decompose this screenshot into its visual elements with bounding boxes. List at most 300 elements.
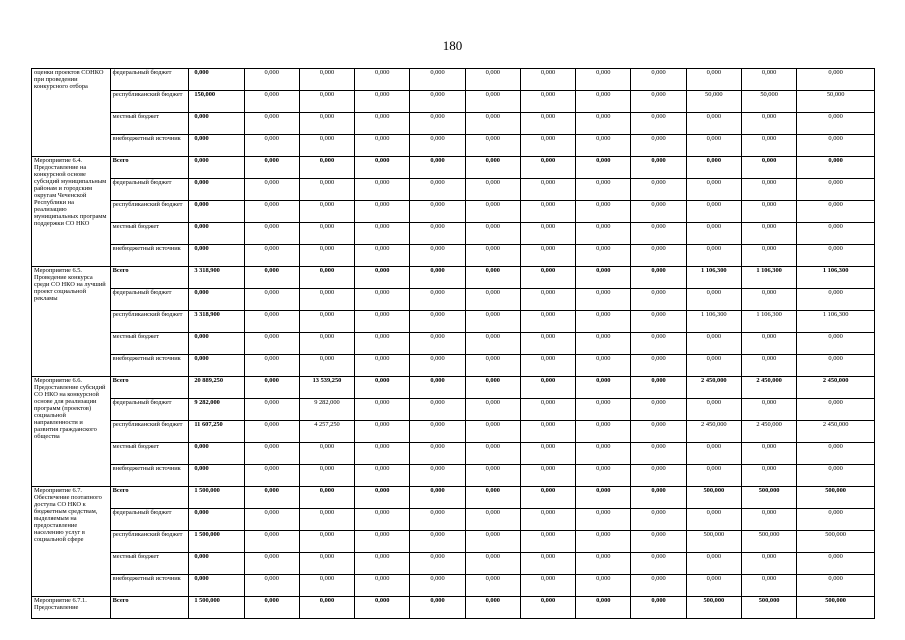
amount-cell: 500,000 bbox=[741, 487, 796, 509]
amount-cell: 0,000 bbox=[631, 377, 686, 399]
amount-cell: 0,000 bbox=[631, 157, 686, 179]
event-cell: Мероприятие 6.7.1. Предоставление bbox=[32, 597, 111, 619]
amount-cell: 0,000 bbox=[631, 245, 686, 267]
amount-cell: 4 257,250 bbox=[299, 421, 354, 443]
amount-cell: 0,000 bbox=[520, 113, 575, 135]
amount-cell: 0,000 bbox=[189, 355, 244, 377]
amount-cell: 0,000 bbox=[355, 575, 410, 597]
amount-cell: 3 318,900 bbox=[189, 267, 244, 289]
amount-cell: 0,000 bbox=[465, 245, 520, 267]
amount-cell: 0,000 bbox=[576, 113, 631, 135]
amount-cell: 0,000 bbox=[299, 289, 354, 311]
amount-cell: 0,000 bbox=[576, 267, 631, 289]
amount-cell: 0,000 bbox=[520, 531, 575, 553]
amount-cell: 0,000 bbox=[465, 267, 520, 289]
source-row bbox=[32, 531, 875, 553]
amount-cell: 0,000 bbox=[520, 223, 575, 245]
amount-cell: 0,000 bbox=[520, 135, 575, 157]
amount-cell: 0,000 bbox=[576, 465, 631, 487]
amount-cell: 0,000 bbox=[355, 201, 410, 223]
amount-cell: 0,000 bbox=[631, 91, 686, 113]
amount-cell: 0,000 bbox=[244, 487, 299, 509]
amount-cell: 0,000 bbox=[631, 531, 686, 553]
amount-cell: 0,000 bbox=[355, 509, 410, 531]
amount-cell: 0,000 bbox=[741, 157, 796, 179]
amount-cell: 3 318,900 bbox=[189, 311, 244, 333]
amount-cell: 0,000 bbox=[576, 399, 631, 421]
amount-cell: 0,000 bbox=[686, 355, 741, 377]
amount-cell: 0,000 bbox=[299, 443, 354, 465]
amount-cell: 0,000 bbox=[355, 377, 410, 399]
amount-cell: 0,000 bbox=[299, 223, 354, 245]
amount-cell: 0,000 bbox=[797, 355, 875, 377]
funding-source-label: федеральный бюджет bbox=[110, 179, 189, 201]
amount-cell: 500,000 bbox=[797, 531, 875, 553]
amount-cell: 50,000 bbox=[741, 91, 796, 113]
amount-cell: 150,000 bbox=[189, 91, 244, 113]
amount-cell: 0,000 bbox=[631, 597, 686, 619]
amount-cell: 0,000 bbox=[631, 509, 686, 531]
amount-cell: 0,000 bbox=[686, 113, 741, 135]
amount-cell: 0,000 bbox=[299, 487, 354, 509]
amount-cell: 0,000 bbox=[631, 465, 686, 487]
amount-cell: 0,000 bbox=[520, 201, 575, 223]
amount-cell: 0,000 bbox=[797, 223, 875, 245]
amount-cell: 0,000 bbox=[410, 575, 465, 597]
amount-cell: 0,000 bbox=[410, 201, 465, 223]
amount-cell: 0,000 bbox=[465, 223, 520, 245]
amount-cell: 0,000 bbox=[576, 487, 631, 509]
amount-cell: 0,000 bbox=[189, 333, 244, 355]
amount-cell: 0,000 bbox=[686, 179, 741, 201]
amount-cell: 0,000 bbox=[686, 223, 741, 245]
amount-cell: 0,000 bbox=[299, 179, 354, 201]
funding-source-label: местный бюджет bbox=[110, 553, 189, 575]
amount-cell: 0,000 bbox=[741, 179, 796, 201]
amount-cell: 0,000 bbox=[189, 157, 244, 179]
total-label: Всего bbox=[110, 267, 189, 289]
amount-cell: 0,000 bbox=[631, 135, 686, 157]
amount-cell: 0,000 bbox=[355, 465, 410, 487]
source-row bbox=[32, 135, 875, 157]
amount-cell: 0,000 bbox=[355, 421, 410, 443]
total-row bbox=[32, 597, 875, 619]
source-row bbox=[32, 465, 875, 487]
amount-cell: 0,000 bbox=[520, 509, 575, 531]
amount-cell: 0,000 bbox=[631, 355, 686, 377]
amount-cell: 0,000 bbox=[465, 289, 520, 311]
amount-cell: 0,000 bbox=[631, 201, 686, 223]
amount-cell: 0,000 bbox=[244, 465, 299, 487]
amount-cell: 0,000 bbox=[576, 245, 631, 267]
amount-cell: 0,000 bbox=[410, 421, 465, 443]
amount-cell: 2 450,000 bbox=[741, 377, 796, 399]
amount-cell: 0,000 bbox=[355, 135, 410, 157]
amount-cell: 0,000 bbox=[189, 201, 244, 223]
amount-cell: 0,000 bbox=[741, 201, 796, 223]
amount-cell: 0,000 bbox=[576, 201, 631, 223]
amount-cell: 0,000 bbox=[520, 553, 575, 575]
funding-source-label: местный бюджет bbox=[110, 443, 189, 465]
total-row bbox=[32, 267, 875, 289]
amount-cell: 0,000 bbox=[520, 421, 575, 443]
amount-cell: 0,000 bbox=[410, 179, 465, 201]
amount-cell: 0,000 bbox=[686, 553, 741, 575]
amount-cell: 2 450,000 bbox=[797, 377, 875, 399]
funding-source-label: внебюджетный источник bbox=[110, 245, 189, 267]
amount-cell: 2 450,000 bbox=[686, 377, 741, 399]
amount-cell: 0,000 bbox=[520, 487, 575, 509]
total-row bbox=[32, 377, 875, 399]
amount-cell: 0,000 bbox=[299, 597, 354, 619]
event-cell: Мероприятие 6.7. Обеспечение поэтапного доступа СО НКО к бюджетным средствам, выделяемым на предоставление населению услуг в социальной сфере bbox=[32, 487, 111, 597]
amount-cell: 0,000 bbox=[465, 443, 520, 465]
amount-cell: 9 282,000 bbox=[299, 399, 354, 421]
amount-cell: 0,000 bbox=[299, 113, 354, 135]
amount-cell: 0,000 bbox=[741, 135, 796, 157]
amount-cell: 0,000 bbox=[465, 311, 520, 333]
amount-cell: 1 106,300 bbox=[797, 311, 875, 333]
amount-cell: 0,000 bbox=[686, 509, 741, 531]
amount-cell: 2 450,000 bbox=[741, 421, 796, 443]
amount-cell: 0,000 bbox=[686, 575, 741, 597]
amount-cell: 0,000 bbox=[520, 69, 575, 91]
amount-cell: 500,000 bbox=[797, 597, 875, 619]
amount-cell: 0,000 bbox=[244, 509, 299, 531]
total-label: Всего bbox=[110, 157, 189, 179]
amount-cell: 0,000 bbox=[410, 69, 465, 91]
amount-cell: 0,000 bbox=[576, 421, 631, 443]
amount-cell: 0,000 bbox=[520, 377, 575, 399]
amount-cell: 0,000 bbox=[576, 509, 631, 531]
amount-cell: 0,000 bbox=[520, 311, 575, 333]
amount-cell: 0,000 bbox=[520, 465, 575, 487]
amount-cell: 0,000 bbox=[741, 223, 796, 245]
amount-cell: 0,000 bbox=[686, 201, 741, 223]
amount-cell: 0,000 bbox=[299, 201, 354, 223]
amount-cell: 0,000 bbox=[299, 465, 354, 487]
amount-cell: 0,000 bbox=[410, 333, 465, 355]
amount-cell: 0,000 bbox=[465, 597, 520, 619]
amount-cell: 0,000 bbox=[410, 113, 465, 135]
source-row bbox=[32, 69, 875, 91]
amount-cell: 1 500,000 bbox=[189, 487, 244, 509]
amount-cell: 0,000 bbox=[520, 355, 575, 377]
amount-cell: 0,000 bbox=[410, 157, 465, 179]
amount-cell: 0,000 bbox=[355, 311, 410, 333]
amount-cell: 0,000 bbox=[410, 443, 465, 465]
amount-cell: 0,000 bbox=[355, 223, 410, 245]
amount-cell: 0,000 bbox=[244, 421, 299, 443]
amount-cell: 0,000 bbox=[797, 179, 875, 201]
amount-cell: 0,000 bbox=[410, 597, 465, 619]
amount-cell: 0,000 bbox=[576, 597, 631, 619]
funding-source-label: федеральный бюджет bbox=[110, 289, 189, 311]
amount-cell: 0,000 bbox=[299, 267, 354, 289]
amount-cell: 0,000 bbox=[244, 355, 299, 377]
funding-source-label: местный бюджет bbox=[110, 113, 189, 135]
amount-cell: 0,000 bbox=[465, 553, 520, 575]
amount-cell: 9 282,000 bbox=[189, 399, 244, 421]
amount-cell: 0,000 bbox=[244, 157, 299, 179]
amount-cell: 0,000 bbox=[244, 245, 299, 267]
amount-cell: 500,000 bbox=[797, 487, 875, 509]
amount-cell: 0,000 bbox=[355, 487, 410, 509]
source-row bbox=[32, 289, 875, 311]
amount-cell: 0,000 bbox=[576, 69, 631, 91]
amount-cell: 0,000 bbox=[355, 113, 410, 135]
source-row bbox=[32, 113, 875, 135]
amount-cell: 0,000 bbox=[189, 135, 244, 157]
amount-cell: 0,000 bbox=[189, 509, 244, 531]
amount-cell: 0,000 bbox=[797, 575, 875, 597]
amount-cell: 0,000 bbox=[797, 201, 875, 223]
amount-cell: 500,000 bbox=[686, 531, 741, 553]
amount-cell: 0,000 bbox=[741, 113, 796, 135]
amount-cell: 0,000 bbox=[797, 289, 875, 311]
amount-cell: 0,000 bbox=[576, 179, 631, 201]
funding-source-label: федеральный бюджет bbox=[110, 509, 189, 531]
amount-cell: 50,000 bbox=[797, 91, 875, 113]
amount-cell: 0,000 bbox=[244, 113, 299, 135]
amount-cell: 0,000 bbox=[244, 575, 299, 597]
funding-source-label: федеральный бюджет bbox=[110, 399, 189, 421]
amount-cell: 0,000 bbox=[299, 531, 354, 553]
amount-cell: 0,000 bbox=[244, 531, 299, 553]
amount-cell: 0,000 bbox=[189, 113, 244, 135]
page-number: 180 bbox=[442, 38, 463, 53]
amount-cell: 0,000 bbox=[576, 91, 631, 113]
total-label: Всего bbox=[110, 377, 189, 399]
source-row bbox=[32, 179, 875, 201]
amount-cell: 0,000 bbox=[299, 135, 354, 157]
amount-cell: 0,000 bbox=[576, 531, 631, 553]
amount-cell: 0,000 bbox=[465, 135, 520, 157]
amount-cell: 0,000 bbox=[631, 289, 686, 311]
amount-cell: 0,000 bbox=[576, 157, 631, 179]
source-row bbox=[32, 553, 875, 575]
amount-cell: 0,000 bbox=[410, 311, 465, 333]
amount-cell: 0,000 bbox=[299, 333, 354, 355]
amount-cell: 0,000 bbox=[797, 553, 875, 575]
amount-cell: 0,000 bbox=[631, 223, 686, 245]
funding-source-label: местный бюджет bbox=[110, 223, 189, 245]
amount-cell: 0,000 bbox=[465, 69, 520, 91]
amount-cell: 0,000 bbox=[797, 333, 875, 355]
amount-cell: 0,000 bbox=[797, 113, 875, 135]
amount-cell: 0,000 bbox=[244, 267, 299, 289]
amount-cell: 500,000 bbox=[741, 531, 796, 553]
amount-cell: 0,000 bbox=[355, 267, 410, 289]
funding-source-label: внебюджетный источник bbox=[110, 575, 189, 597]
amount-cell: 0,000 bbox=[741, 575, 796, 597]
amount-cell: 0,000 bbox=[686, 443, 741, 465]
amount-cell: 2 450,000 bbox=[797, 421, 875, 443]
source-row bbox=[32, 575, 875, 597]
amount-cell: 0,000 bbox=[576, 355, 631, 377]
amount-cell: 0,000 bbox=[797, 509, 875, 531]
amount-cell: 0,000 bbox=[410, 465, 465, 487]
amount-cell: 0,000 bbox=[410, 399, 465, 421]
amount-cell: 0,000 bbox=[189, 179, 244, 201]
funding-source-label: республиканский бюджет bbox=[110, 201, 189, 223]
amount-cell: 0,000 bbox=[465, 575, 520, 597]
amount-cell: 0,000 bbox=[299, 91, 354, 113]
amount-cell: 0,000 bbox=[520, 443, 575, 465]
amount-cell: 0,000 bbox=[576, 333, 631, 355]
amount-cell: 0,000 bbox=[465, 421, 520, 443]
amount-cell: 0,000 bbox=[465, 201, 520, 223]
funding-source-label: республиканский бюджет bbox=[110, 531, 189, 553]
amount-cell: 0,000 bbox=[686, 399, 741, 421]
event-cell: оценки проектов СОНКО при проведении конкурсного отбора bbox=[32, 69, 111, 157]
amount-cell: 0,000 bbox=[410, 223, 465, 245]
amount-cell: 0,000 bbox=[631, 113, 686, 135]
amount-cell: 1 106,300 bbox=[741, 311, 796, 333]
amount-cell: 0,000 bbox=[797, 443, 875, 465]
source-row bbox=[32, 91, 875, 113]
amount-cell: 0,000 bbox=[410, 553, 465, 575]
amount-cell: 0,000 bbox=[189, 443, 244, 465]
amount-cell: 0,000 bbox=[576, 443, 631, 465]
amount-cell: 0,000 bbox=[244, 69, 299, 91]
amount-cell: 0,000 bbox=[465, 179, 520, 201]
amount-cell: 0,000 bbox=[576, 223, 631, 245]
amount-cell: 0,000 bbox=[520, 399, 575, 421]
amount-cell: 0,000 bbox=[576, 135, 631, 157]
amount-cell: 500,000 bbox=[686, 487, 741, 509]
amount-cell: 0,000 bbox=[686, 245, 741, 267]
source-row bbox=[32, 201, 875, 223]
event-cell: Мероприятие 6.4. Предоставление на конкурсной основе субсидий муниципальным районам и городским округам Чеченской Республики на реализацию муниципальных программ поддержки СО НКО bbox=[32, 157, 111, 267]
amount-cell: 0,000 bbox=[410, 509, 465, 531]
total-label: Всего bbox=[110, 597, 189, 619]
amount-cell: 0,000 bbox=[631, 267, 686, 289]
amount-cell: 0,000 bbox=[410, 289, 465, 311]
amount-cell: 0,000 bbox=[686, 289, 741, 311]
funding-source-label: внебюджетный источник bbox=[110, 135, 189, 157]
amount-cell: 0,000 bbox=[741, 289, 796, 311]
amount-cell: 0,000 bbox=[299, 69, 354, 91]
amount-cell: 0,000 bbox=[741, 69, 796, 91]
amount-cell: 0,000 bbox=[299, 355, 354, 377]
amount-cell: 1 106,300 bbox=[797, 267, 875, 289]
amount-cell: 0,000 bbox=[244, 553, 299, 575]
total-row bbox=[32, 157, 875, 179]
amount-cell: 0,000 bbox=[631, 487, 686, 509]
funding-source-label: федеральный бюджет bbox=[110, 69, 189, 91]
amount-cell: 0,000 bbox=[576, 575, 631, 597]
amount-cell: 0,000 bbox=[520, 597, 575, 619]
amount-cell: 0,000 bbox=[741, 355, 796, 377]
amount-cell: 1 500,000 bbox=[189, 597, 244, 619]
amount-cell: 0,000 bbox=[576, 377, 631, 399]
amount-cell: 0,000 bbox=[299, 509, 354, 531]
amount-cell: 0,000 bbox=[189, 69, 244, 91]
amount-cell: 2 450,000 bbox=[686, 421, 741, 443]
amount-cell: 0,000 bbox=[576, 311, 631, 333]
total-row bbox=[32, 487, 875, 509]
source-row bbox=[32, 333, 875, 355]
amount-cell: 0,000 bbox=[465, 399, 520, 421]
amount-cell: 0,000 bbox=[741, 333, 796, 355]
amount-cell: 0,000 bbox=[686, 69, 741, 91]
amount-cell: 0,000 bbox=[465, 487, 520, 509]
amount-cell: 0,000 bbox=[797, 399, 875, 421]
amount-cell: 1 106,300 bbox=[686, 267, 741, 289]
amount-cell: 0,000 bbox=[410, 91, 465, 113]
amount-cell: 0,000 bbox=[410, 531, 465, 553]
amount-cell: 0,000 bbox=[520, 157, 575, 179]
amount-cell: 0,000 bbox=[465, 531, 520, 553]
funding-source-label: местный бюджет bbox=[110, 333, 189, 355]
amount-cell: 0,000 bbox=[355, 69, 410, 91]
amount-cell: 0,000 bbox=[299, 553, 354, 575]
amount-cell: 0,000 bbox=[631, 553, 686, 575]
amount-cell: 0,000 bbox=[355, 443, 410, 465]
amount-cell: 0,000 bbox=[465, 377, 520, 399]
amount-cell: 0,000 bbox=[355, 289, 410, 311]
total-label: Всего bbox=[110, 487, 189, 509]
amount-cell: 0,000 bbox=[686, 333, 741, 355]
amount-cell: 0,000 bbox=[355, 157, 410, 179]
amount-cell: 0,000 bbox=[686, 465, 741, 487]
amount-cell: 0,000 bbox=[465, 333, 520, 355]
amount-cell: 0,000 bbox=[410, 355, 465, 377]
funding-source-label: республиканский бюджет bbox=[110, 421, 189, 443]
amount-cell: 0,000 bbox=[465, 509, 520, 531]
amount-cell: 0,000 bbox=[355, 355, 410, 377]
source-row bbox=[32, 245, 875, 267]
amount-cell: 0,000 bbox=[520, 267, 575, 289]
amount-cell: 0,000 bbox=[631, 179, 686, 201]
amount-cell: 0,000 bbox=[686, 157, 741, 179]
amount-cell: 0,000 bbox=[741, 553, 796, 575]
source-row bbox=[32, 509, 875, 531]
amount-cell: 0,000 bbox=[631, 69, 686, 91]
amount-cell: 0,000 bbox=[244, 179, 299, 201]
amount-cell: 0,000 bbox=[244, 443, 299, 465]
amount-cell: 0,000 bbox=[631, 399, 686, 421]
amount-cell: 0,000 bbox=[299, 575, 354, 597]
amount-cell: 0,000 bbox=[355, 553, 410, 575]
amount-cell: 0,000 bbox=[631, 421, 686, 443]
amount-cell: 0,000 bbox=[520, 289, 575, 311]
amount-cell: 0,000 bbox=[410, 487, 465, 509]
amount-cell: 1 106,300 bbox=[686, 311, 741, 333]
amount-cell: 0,000 bbox=[355, 245, 410, 267]
amount-cell: 0,000 bbox=[520, 575, 575, 597]
source-row bbox=[32, 399, 875, 421]
amount-cell: 0,000 bbox=[465, 157, 520, 179]
amount-cell: 0,000 bbox=[741, 399, 796, 421]
event-cell: Мероприятие 6.5. Проведение конкурса среди СО НКО на лучший проект социальной рекламы bbox=[32, 267, 111, 377]
amount-cell: 0,000 bbox=[189, 223, 244, 245]
amount-cell: 0,000 bbox=[797, 465, 875, 487]
amount-cell: 0,000 bbox=[244, 399, 299, 421]
amount-cell: 0,000 bbox=[520, 91, 575, 113]
amount-cell: 0,000 bbox=[189, 245, 244, 267]
funding-source-label: республиканский бюджет bbox=[110, 311, 189, 333]
amount-cell: 0,000 bbox=[686, 135, 741, 157]
amount-cell: 0,000 bbox=[244, 597, 299, 619]
amount-cell: 13 539,250 bbox=[299, 377, 354, 399]
amount-cell: 0,000 bbox=[299, 311, 354, 333]
amount-cell: 0,000 bbox=[299, 157, 354, 179]
amount-cell: 0,000 bbox=[631, 443, 686, 465]
amount-cell: 500,000 bbox=[741, 597, 796, 619]
amount-cell: 0,000 bbox=[355, 333, 410, 355]
